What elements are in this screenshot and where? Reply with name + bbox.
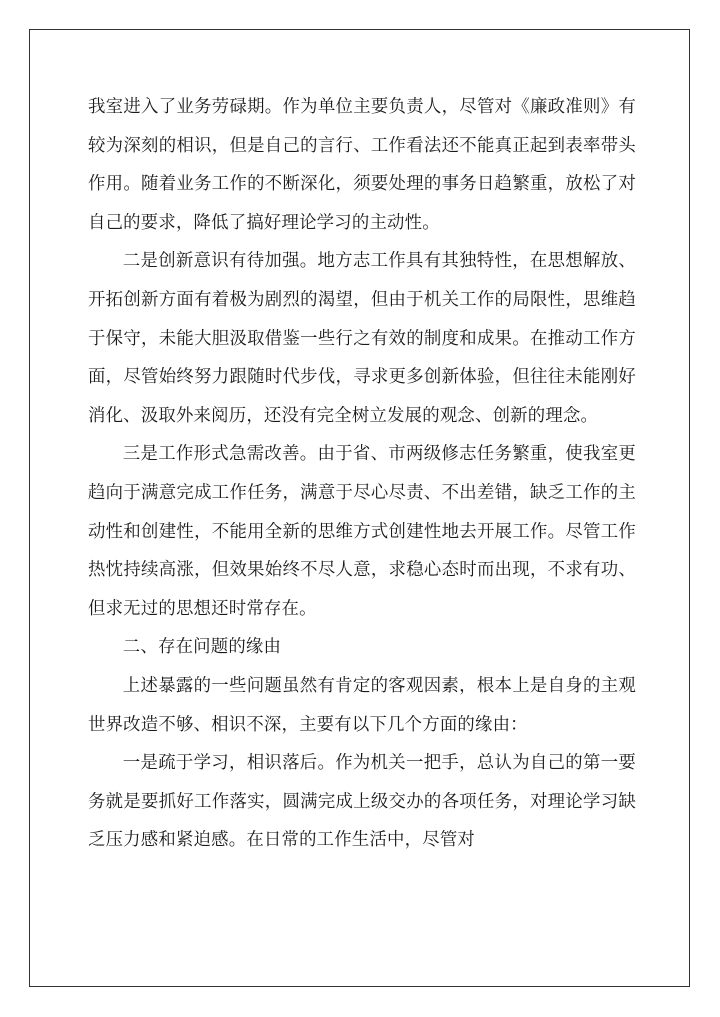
document-body <box>88 88 636 860</box>
section-heading-causes: 二、存在问题的缘由 <box>122 637 282 658</box>
paragraph-innovation-awareness: 二是创新意识有待加强。地方志工作具有其独特性，在思想解放、开拓创新方面有着极为剧烈的渴望，但由于机关工作的局限性，思维趋于保守，未能大胆汲取借鉴一些行之有效的制度和成果。在推动工作方面，尽管始终努力跟随时代步伐，寻求更多创新体验，但往往未能刚好消化、汲取外来阅历，还没有完全树立发展的观念、创新的理念。 <box>88 251 636 426</box>
paragraph-study-neglect: 一是疏于学习，相识落后。作为机关一把手，总认为自己的第一要务就是要抓好工作落实，圆满完成上级交办的各项任务，对理论学习缺乏压力感和紧迫感。在日常的工作生活中，尽管对 <box>88 753 636 851</box>
paragraph-continuation: 我室进入了业务劳碌期。作为单位主要负责人，尽管对《廉政准则》有较为深刻的相识，但是自己的言行、工作看法还不能真正起到表率带头作用。随着业务工作的不断深化，须要处理的事务日趋繁重，放松了对自己的要求，降低了搞好理论学习的主动性。 <box>88 97 636 233</box>
paragraph-causes-intro: 上述暴露的一些问题虽然有肯定的客观因素，根本上是自身的主观世界改造不够、相识不深，主要有以下几个方面的缘由： <box>88 675 636 735</box>
paragraph-work-style: 三是工作形式急需改善。由于省、市两级修志任务繁重，使我室更趋向于满意完成工作任务，满意于尽心尽责、不出差错，缺乏工作的主动性和创建性，不能用全新的思维方式创建性地去开展工作。尽管工作热忱持续高涨，但效果始终不尽人意，求稳心态时而出现，不求有功、但求无过的思想还时常存在。 <box>88 444 636 619</box>
